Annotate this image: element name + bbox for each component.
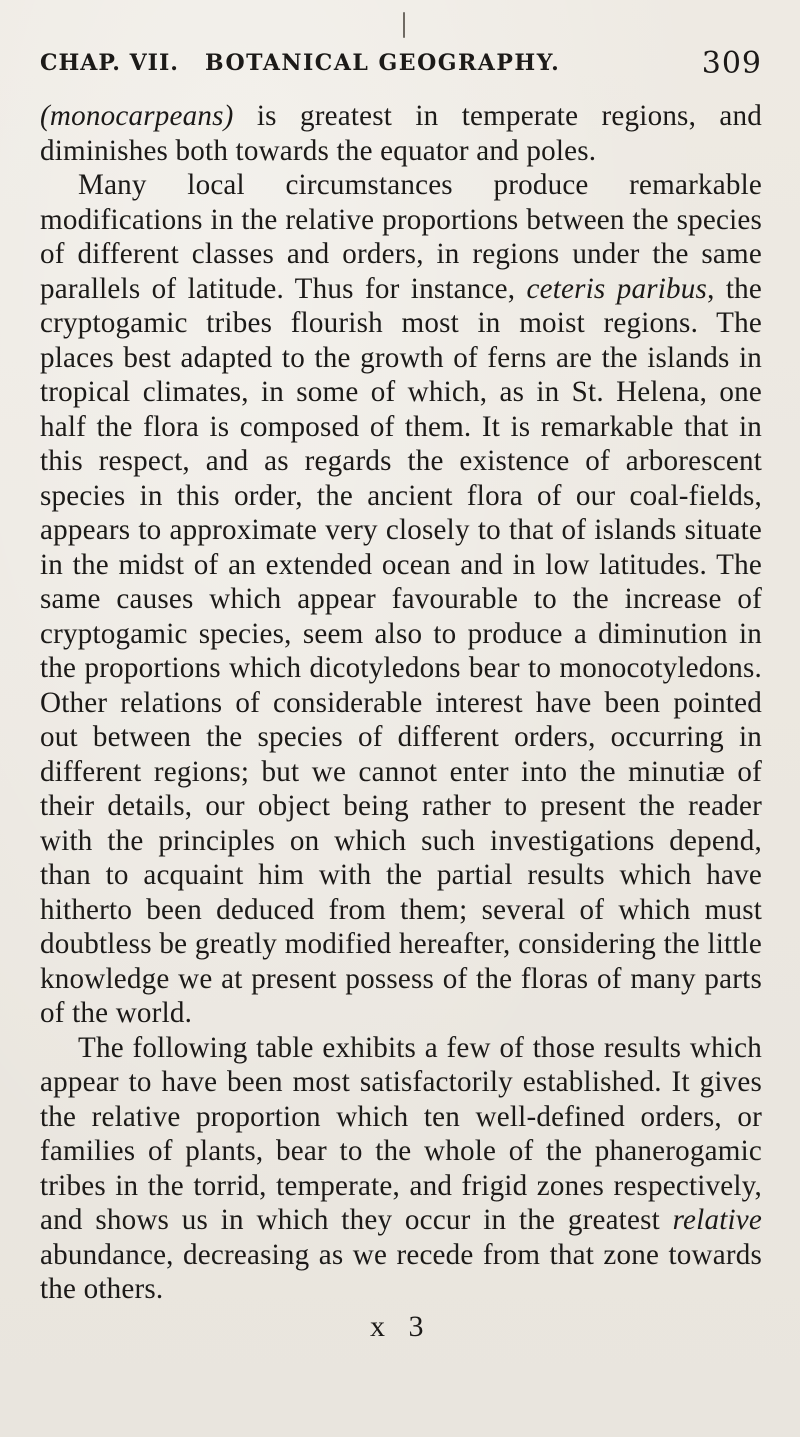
text-segment: abundance, decreasing as we recede from that zone towards the others. <box>40 1238 762 1305</box>
body-text <box>40 99 762 1307</box>
paragraph-3 <box>40 1031 762 1307</box>
margin-mark <box>403 12 405 38</box>
paragraph-1 <box>40 99 762 168</box>
signature-mark: x 3 <box>370 1310 432 1343</box>
text-segment: , the cryptogamic tribes flourish most in moist regions. The places best adapted to the growth of ferns are the islands in tropical climates, in some of which, as in St. Helena, one half the flora is composed of them. It is remarkable that in this respect, and as regards the existence of arborescent species in this order, the ancient flora of our coal-fields, appears to approximate very closely to that of islands situate in the midst of an extended ocean and in low latitudes. The same causes which appear favourable to the increase of cryptogamic species, seem also to produce a diminution in the proportions which dicotyledons bear to monocotyledons. Other relations of considerable interest have been pointed out between the species of different orders, occurring in different regions; but we cannot enter into the minutiæ of their details, our object being rather to present the reader with the principles on which such investigations depend, than to acquaint him with the partial results which have hitherto been deduced from them; several of which must doubtless be greatly modified hereafter, considering the little knowledge we at present possess of the floras of many parts of the world. <box>40 272 762 1029</box>
chapter-label: CHAP. VII. <box>40 50 179 76</box>
text-segment: Many local circumstances produce remarkable modifications in the relative proportions between the species of different classes and orders, in regions under the same parallels of latitude. Thus for instance, <box>40 169 762 305</box>
text-segment: is greatest in temperate regions, and diminishes both towards the equator and poles. <box>40 100 762 167</box>
paragraph-2 <box>40 168 762 1031</box>
text-segment: ceteris paribus <box>526 272 708 305</box>
running-head <box>40 46 762 86</box>
page-number: 309 <box>701 46 762 81</box>
text-segment: relative <box>672 1204 762 1236</box>
text-segment: (monocarpeans) <box>40 100 234 132</box>
text-segment: The following table exhibits a few of those results which appear to have been most satisfactorily established. It gives the relative proportion which ten well-defined orders, or families of plants, bear to the whole of the phanerogamic tribes in the torrid, temperate, and frigid zones respectively, and shows us in which they occur in the greatest <box>40 1031 762 1236</box>
running-title: BOTANICAL GEOGRAPHY. <box>205 50 561 76</box>
